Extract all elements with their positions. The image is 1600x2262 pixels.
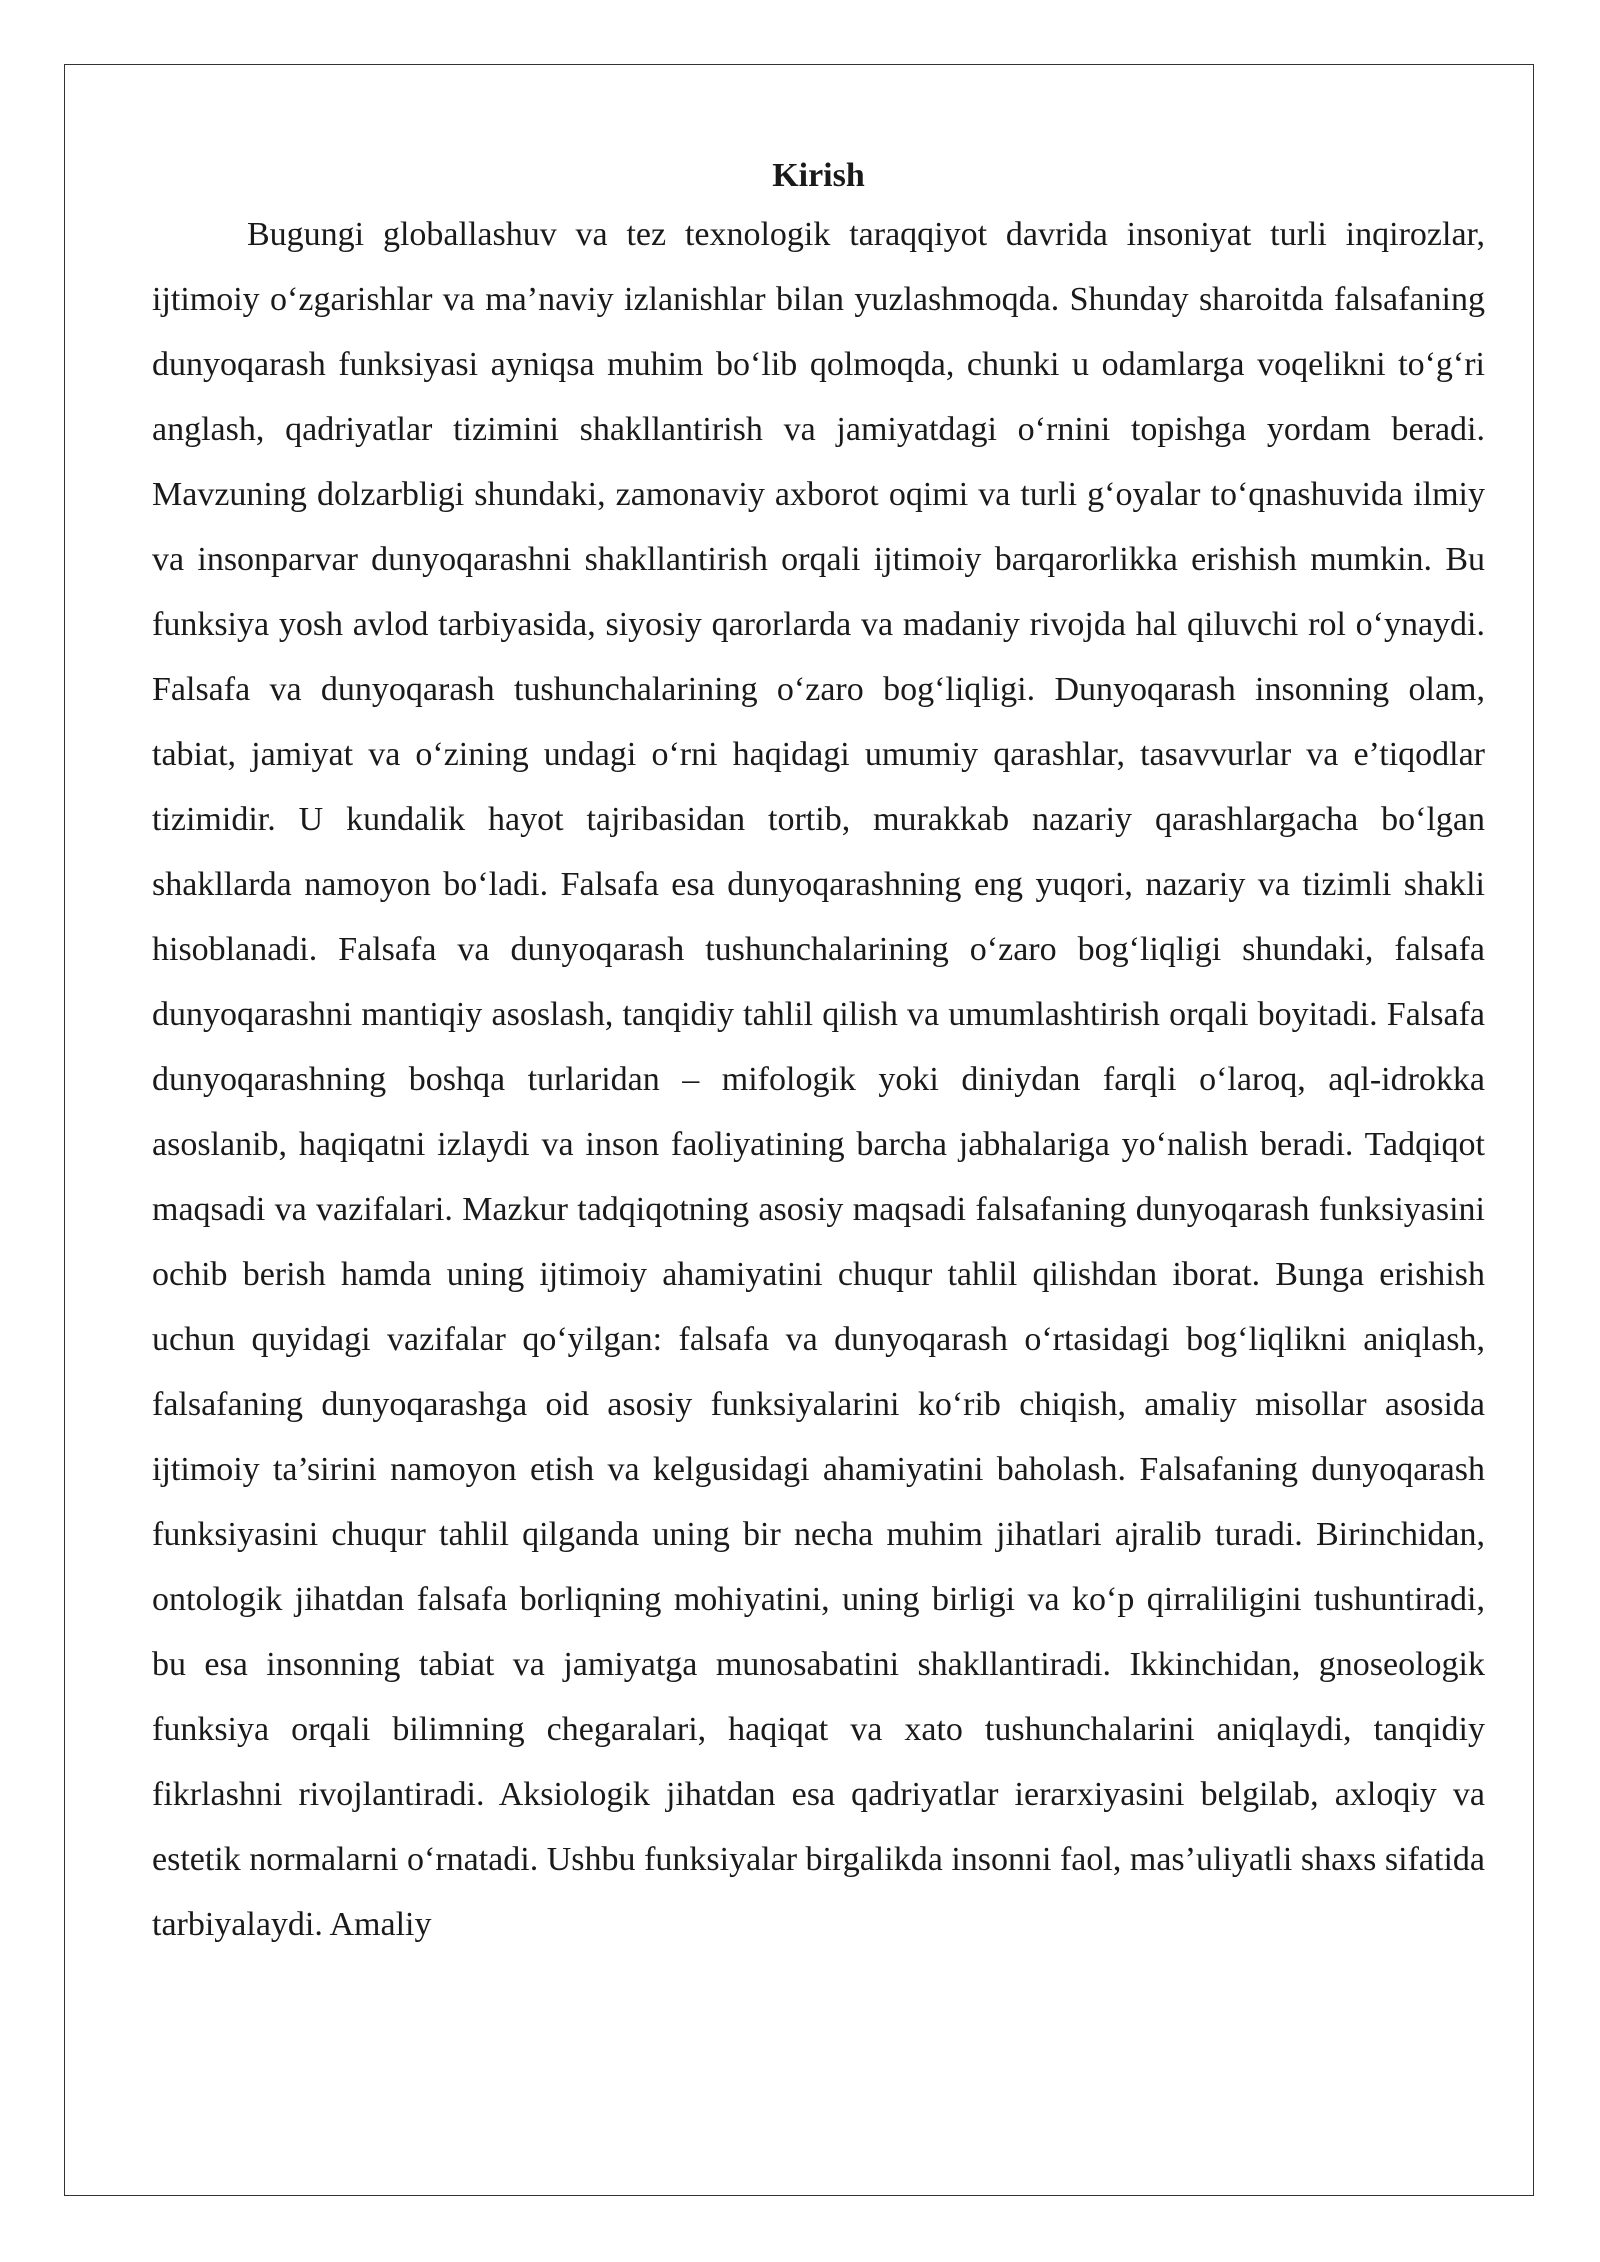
body-paragraph: Bugungi globallashuv va tez texnologik taraqqiyot davrida insoniyat turli inqirozlar, ijtimoiy o‘zgarishlar va ma’naviy izlanishlar bilan yuzlashmoqda. Shunday sharoitda falsafaning dunyoqarash funksiyasi ayniqsa muhim bo‘lib qolmoqda, chunki u odamlarga voqelikni to‘g‘ri anglash, qadriyatlar tizimini shakllantirish va jamiyatdagi o‘rnini topishga yordam beradi. Mavzuning dolzarbligi shundaki, zamonaviy axborot oqimi va turli g‘oyalar to‘qnashuvida ilmiy va insonparvar dunyoqarashni shakllantirish orqali ijtimoiy barqarorlikka erishish mumkin. Bu funksiya yosh avlod tarbiyasida, siyosiy qarorlarda va madaniy rivojda hal qiluvchi rol o‘ynaydi. Falsafa va dunyoqarash tushunchalarining o‘zaro bog‘liqligi. Dunyoqarash insonning olam, tabiat, jamiyat va o‘zining undagi o‘rni haqidagi umumiy qarashlar, tasavvurlar va e’tiqodlar tizimidir. U kundalik hayot tajribasidan tortib, murakkab nazariy qarashlargacha bo‘lgan shakllarda namoyon bo‘ladi. Falsafa esa dunyoqarashning eng yuqori, nazariy va tizimli shakli hisoblanadi. Falsafa va dunyoqarash tushunchalarining o‘zaro bog‘liqligi shundaki, falsafa dunyoqarashni mantiqiy asoslash, tanqidiy tahlil qilish va umumlashtirish orqali boyitadi. Falsafa dunyoqarashning boshqa turlaridan – mifologik yoki diniydan farqli o‘laroq, aql-idrokka asoslanib, haqiqatni izlaydi va inson faoliyatining barcha jabhalariga yo‘nalish beradi. Tadqiqot maqsadi va vazifalari. Mazkur tadqiqotning asosiy maqsadi falsafaning dunyoqarash funksiyasini ochib berish hamda uning ijtimoiy ahamiyatini chuqur tahlil qilishdan iborat. Bunga erishish uchun quyidagi vazifalar qo‘yilgan: falsafa va dunyoqarash o‘rtasidagi bog‘liqlikni aniqlash, falsafaning dunyoqarashga oid asosiy funksiyalarini ko‘rib chiqish, amaliy misollar asosida ijtimoiy ta’sirini namoyon etish va kelgusidagi ahamiyatini baholash. Falsafaning dunyoqarash funksiyasini chuqur tahlil qilganda uning bir necha muhim jihatlari ajralib turadi. Birinchidan, ontologik jihatdan falsafa borliqning mohiyatini, uning birligi va ko‘p qirraliligini tushuntiradi, bu esa insonning tabiat va jamiyatga munosabatini shakllantiradi. Ikkinchidan, gnoseologik funksiya orqali bilimning chegaralari, haqiqat va xato tushunchalarini aniqlaydi, tanqidiy fikrlashni rivojlantiradi. Aksiologik jihatdan esa qadriyatlar ierarxiyasini belgilab, axloqiy va estetik normalarni o‘rnatadi. Ushbu funksiyalar birgalikda insonni faol, mas’uliyatli shaxs sifatida tarbiyalaydi. Amaliy <box>152 216 1485 1943</box>
page-title: Kirish <box>772 157 865 194</box>
document-body <box>152 150 1485 1957</box>
